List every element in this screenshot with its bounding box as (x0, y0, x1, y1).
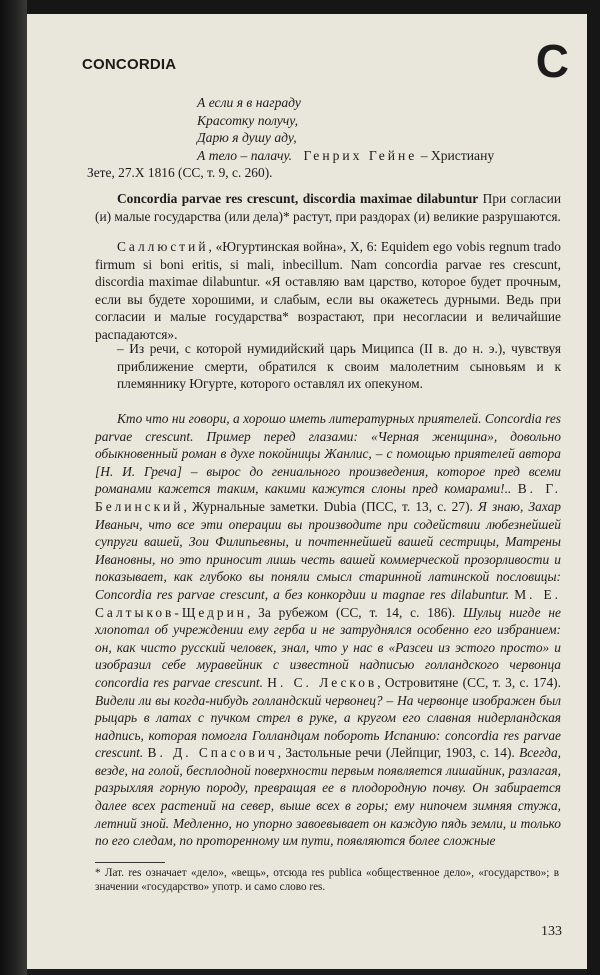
running-header: CONCORDIA (82, 56, 177, 73)
leskov-source: , Островитяне (СС, т. 3, с. 174). (377, 674, 561, 690)
poem-recipient: – Христиану (417, 147, 495, 163)
page-number: 133 (541, 924, 562, 939)
leskov-quote: Шульц нигде не хлопотал об учреждении ему герба и не затруднялся особенно его избранием: он, как чисто русский человек, знал, что у нас в «Разсеи из эстого просто» и изобразил себе муравейник с известной надписью голландского червонца concordia res parvae crescunt. (95, 604, 561, 690)
poem-line: Дарю я душу аду, (197, 130, 297, 146)
poem-line: А тело – палачу. (197, 147, 293, 163)
saltykov-quote: Я знаю, Захар Иваныч, что все эти операции вы производите при содействии любезнейшей супруги вашей, Зои Филипьевны, и почтеннейшей вашей сестрицы, Матрены Ивановны, но это приносит лишь честь вашей коммерческой прозорливости и показывает, как глубоко вы поняли смысл старинной латинской пословицы: Concordia res parvae crescunt, а без конкордии и magnae res dilabuntur. (95, 498, 561, 602)
belinsky-author: В. Г. Белинский (95, 481, 561, 514)
sallust-author: Саллюстий (117, 239, 209, 254)
book-page (27, 14, 587, 969)
spasovich-author: В. Д. Спасович (147, 745, 278, 761)
lichen-quote: Всегда, везде, на голой, бесплодной поверхности первым появляется лишайник, разлагая, разрыхляя горную породу, превращая ее в плодородную почву. Он забирается далее всех растений на север, выше всех в горы; ему нипочем зимняя стужа, летний зной. Медленно, но упорно завоевывает он каждую пядь земли, и только по его следам, по проторенному им пути, появляются более сложные (95, 745, 561, 849)
saltykov-author: М. Е. Салтыков-Щедрин (95, 586, 561, 620)
epigraph-poem (197, 94, 494, 164)
saltykov-source: , За рубежом (СС, т. 14, с. 186). (246, 604, 456, 620)
spasovich-quote: Видели ли вы когда-нибудь голландский червонец? – На червонце изображен был рыцарь в латах с пучком стрел в руке, а кругом его славная нидерландская надпись, которая помогла Голландцам побороть Испанию: concordia res parvae crescunt. (95, 692, 561, 761)
poem-line: А если я в награду (197, 95, 301, 110)
scan-top-edge (27, 0, 600, 14)
context-note: – Из речи, с которой нумидийский царь Миципса (II в. до н. э.), чувствуя приближение смерти, обратился к своим малолетним сыновьям и к племяннику Югурте, которого оставлял их опекуном. (117, 341, 561, 392)
quotations-block (95, 410, 561, 850)
poem-line-attribution (197, 147, 494, 165)
belinsky-quote: Кто что ни говори, а хорошо иметь литературных приятелей. Concordia res parvae crescunt. Пример перед глазами: «Черная женщина», довольно обыкновенный роман в духе покойницы Жанлис, – с помощью приятелей автора [Н. И. Греча] – вырос до гениального произведения, которое пред всеми романами кажется таким, какими кажутся слоны пред комарами!.. (95, 411, 561, 497)
section-letter: C (535, 35, 569, 87)
poem-author: Генрих Гейне (303, 147, 418, 163)
scan-right-edge (587, 0, 600, 975)
book-spine-shadow (0, 0, 27, 975)
footnote-rule (95, 862, 165, 863)
spasovich-source: , Застольные речи (Лейпциг, 1903, с. 14). (277, 745, 515, 761)
poem-source: Зете, 27.X 1816 (СС, т. 9, с. 260). (87, 165, 273, 180)
sallust-paragraph (95, 238, 561, 344)
entry-heading (95, 190, 561, 225)
latin-proverb: Concordia parvae res crescunt, discordia maximae dilabuntur (117, 191, 479, 206)
footnote: * Лат. res означает «дело», «вещь», отсюда res publica «общественное дело», «государство»; в значении «государство» употр. и само слово res. (95, 867, 559, 893)
poem-line: Красотку получу, (197, 112, 298, 128)
leskov-author: Н. С. Лесков (267, 674, 378, 690)
sallust-text: , «Югуртинская война», X, 6: Equidem ego vobis regnum trado firmum si boni eritis, si mali, inbecillum. Nam concordia parvae res crescunt, discordia maximae dilabuntur. «Я оставляю вам царство, которое будет прочным, если вы будете хорошими, и слабым, если вы окажетесь дурными. Ведь при согласии и малые государства* возрастают, при несогласии и величайшие распадаются». (95, 239, 561, 342)
belinsky-source: , Журнальные заметки. Dubia (ПСС, т. 13, с. 27). (183, 498, 473, 514)
proverb-translation: При согласии (и) малые государства (или дела)* растут, при раздорах (и) великие разрушаются. (95, 191, 561, 224)
